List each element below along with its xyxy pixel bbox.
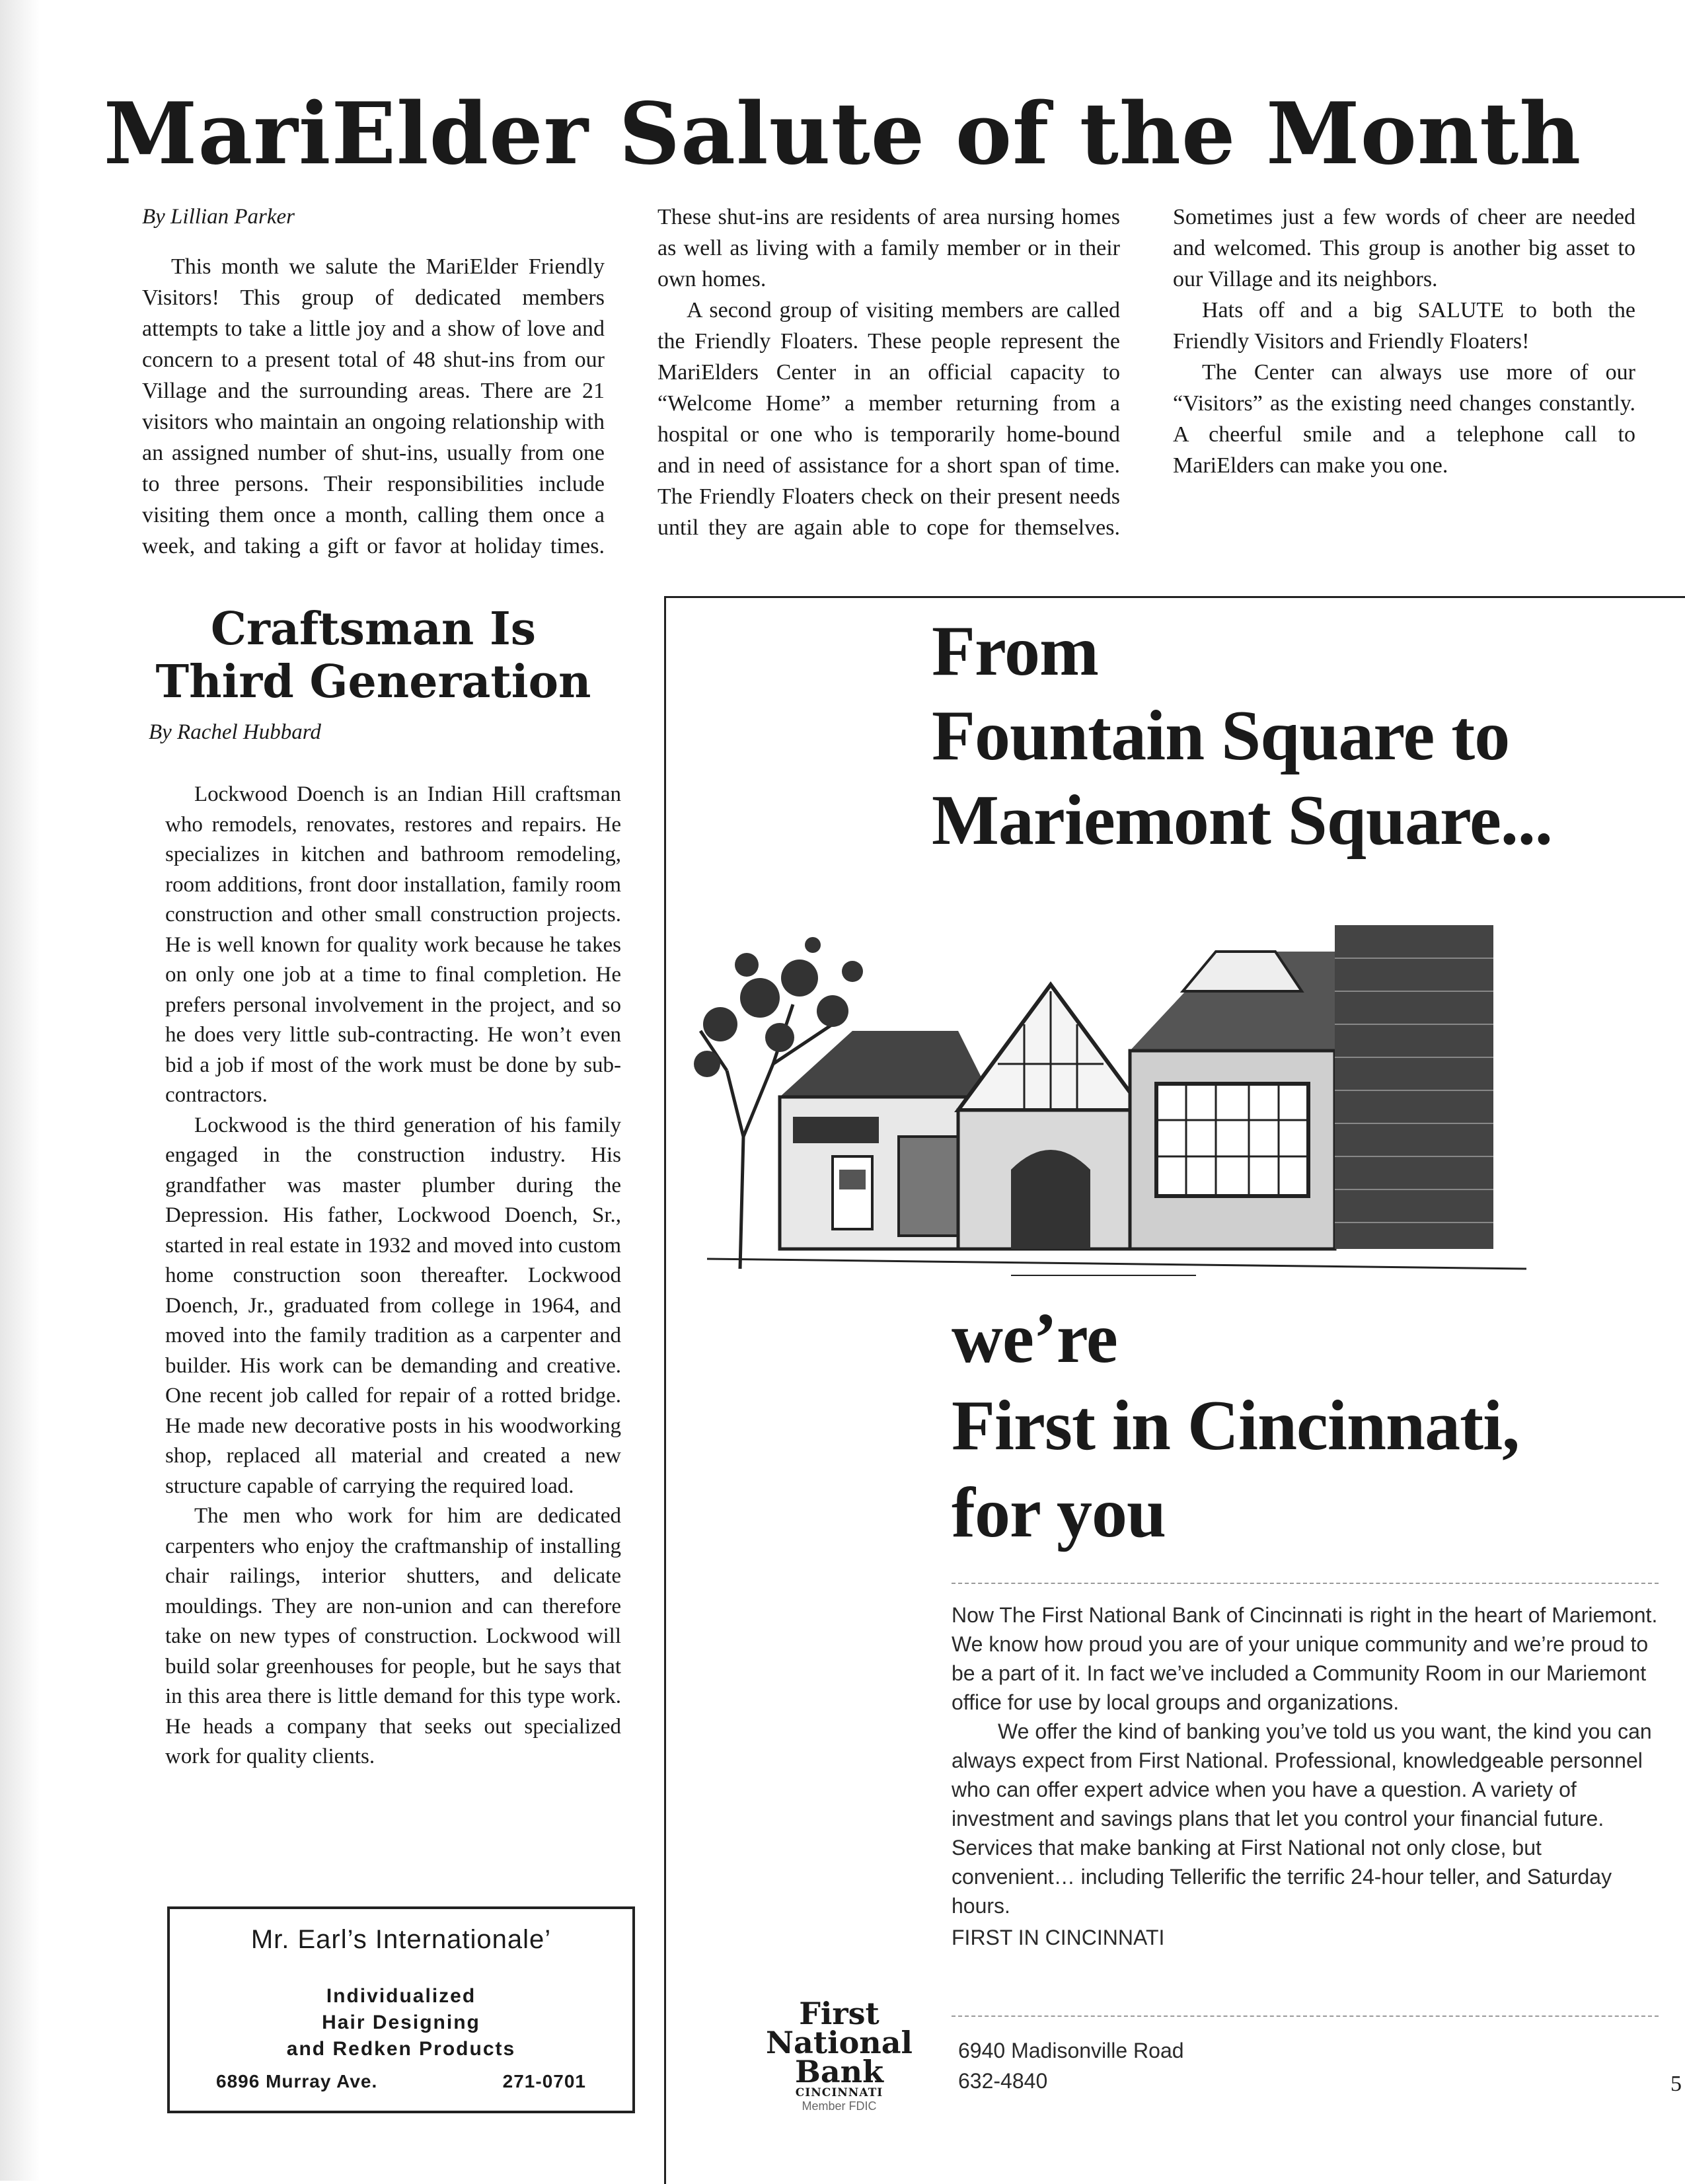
salute-paragraph-3: Hats off and a big SALUTE to both the Friendly Visitors and Friendly Floaters! xyxy=(1173,298,1635,354)
salute-paragraph-2: A second group of visiting members are called the Friendly Floaters. These people represent the MariElders Center in an official capacity to “Welcome Home” a member returning from a hospital or one who is temporarily home-bound and in need of assistance for a short span of time. The Friendly Floaters check on their present needs until they are again able to cope for themselves. Sometimes just a few words of cheer are needed and welcomed. This group is another big asset to our Village and its neighbors. xyxy=(657,205,1635,540)
bank-tagline xyxy=(952,1295,1665,1557)
salon-line-1: Individualized xyxy=(326,1985,476,2007)
craftsman-paragraph-1: Lockwood Doench is an Indian Hill craftsman who remodels, renovates, restores and repairs. He specializes in kitchen and bathroom remodeling, room additions, front door installation, family room construction and other small construction projects. He is well known for quality work because he takes on only one job at a time to final completion. He prefers personal involvement in the project, and so he does very little sub-contracting. He won’t even bid a job if most of the work must be done by sub-contractors. xyxy=(165,782,621,1107)
bank-logo xyxy=(760,1996,918,2113)
bank-headline-line-2: Fountain Square to xyxy=(932,697,1510,775)
bank-headline-line-1: From xyxy=(932,612,1098,691)
bank-logo-line-2: National xyxy=(766,2025,913,2060)
bank-contact xyxy=(958,2035,1184,2096)
bank-phone: 632-4840 xyxy=(958,2069,1048,2093)
bank-headline xyxy=(932,609,1672,863)
bank-tagline-line-3: for you xyxy=(952,1474,1166,1552)
craftsman-paragraph-3: The men who work for him are dedicated carpenters who enjoy the craftmanship of installing chair railings, interior shutters, and delicate mouldings. They are non-union and can therefore take on new types of construction. Lockwood will build solar greenhouses for people, but he says that in this area there is little demand for this type work. He heads a company that seeks out specialized work for quality clients. xyxy=(165,1504,621,1768)
salon-line-2: Hair Designing xyxy=(322,2012,480,2033)
craftsman-byline: By Rachel Hubbard xyxy=(149,720,321,744)
scan-edge-shadow xyxy=(0,0,40,2181)
craftsman-headline-line-1: Craftsman Is xyxy=(210,603,537,656)
salute-byline: By Lillian Parker xyxy=(142,205,295,229)
bank-address: 6940 Madisonville Road xyxy=(958,2039,1184,2062)
bank-body-paragraph-1: Now The First National Bank of Cincinnati is right in the heart of Mariemont. We know how proud you are of your unique community and we’re proud to be a part of it. In fact we’ve included a Community Room in our Mariemont office for use by local groups and organizations. xyxy=(952,1603,1658,1714)
page-number: 5 xyxy=(1670,2072,1682,2096)
salute-paragraph-1: This month we salute the MariElder Friendly Visitors! This group of dedicated members attempts to take a little joy and a show of love and concern to a present total of 48 shut-ins from our Village and the surrounding areas. There are 21 visitors who maintain an ongoing relationship with an assigned number of shut-ins, usually from one to three persons. Their responsibilities include visiting them once a month, calling them once a week, and taking a gift or favor at holiday times. These shut-ins are residents of area nursing homes as well as living with a family member or in their own homes. xyxy=(142,205,1120,558)
bank-slogan: FIRST IN CINCINNATI xyxy=(952,1926,1165,1949)
craftsman-headline xyxy=(152,603,595,708)
bank-body-paragraph-2: We offer the kind of banking you’ve told us you want, the kind you can always expect from First National. Professional, knowledgeable personnel who can offer expert advice when you have a question. A variety of investment and savings plans that let you control your financial future. Services that make banking at First National not only close, but convenient… including Tellerific the terrific 24-hour teller, and Saturday hours. xyxy=(952,1719,1652,1918)
bank-divider-top xyxy=(952,1583,1659,1584)
bank-ad-body xyxy=(952,1600,1665,1952)
salon-name: Mr. Earl’s Internationale’ xyxy=(250,1925,552,1954)
salon-line-3: and Redken Products xyxy=(286,2038,516,2060)
bank-tagline-line-1: we’re xyxy=(952,1299,1117,1378)
bank-divider-bottom xyxy=(952,2015,1659,2017)
salute-paragraph-4: The Center can always use more of our “Visitors” as the existing need changes constantly. A cheerful smile and a telephone call to MariElders can make you one. xyxy=(1173,360,1635,478)
hair-salon-ad xyxy=(167,1906,635,2113)
bank-logo-member: Member FDIC xyxy=(802,2099,877,2113)
bank-logo-line-3: Bank xyxy=(794,2054,883,2090)
craftsman-paragraph-2: Lockwood is the third generation of his family engaged in the construction industry. His grandfather was master plumber during the Depression. His father, Lockwood Doench, Sr., started in real estate in 1932 and moved into custom home construction soon thereafter. Lockwood Doench, Jr., graduated from college in 1964, and moved into the family tradition as a carpenter and builder. His work can be demanding and creative. One recent job called for repair of a rotted bridge. He made new decorative posts in his woodworking shop, replaced all material and created a new structure capable of carrying the required load. xyxy=(165,1113,621,1498)
bank-building-illustration xyxy=(681,899,1645,1295)
salon-address: 6896 Murray Ave. xyxy=(216,2071,378,2091)
craftsman-headline-line-2: Third Generation xyxy=(155,656,591,708)
bank-logo-city: CINCINNATI xyxy=(795,2086,883,2099)
bank-logo-line-1: First xyxy=(799,1996,880,2031)
bank-headline-line-3: Mariemont Square... xyxy=(932,781,1552,860)
bank-tagline-line-2: First in Cincinnati, xyxy=(952,1386,1520,1465)
page-title: MariElder Salute of the Month xyxy=(103,85,1582,184)
craftsman-article xyxy=(165,780,621,1772)
salute-article xyxy=(142,202,1635,572)
salon-phone: 271-0701 xyxy=(502,2071,586,2091)
